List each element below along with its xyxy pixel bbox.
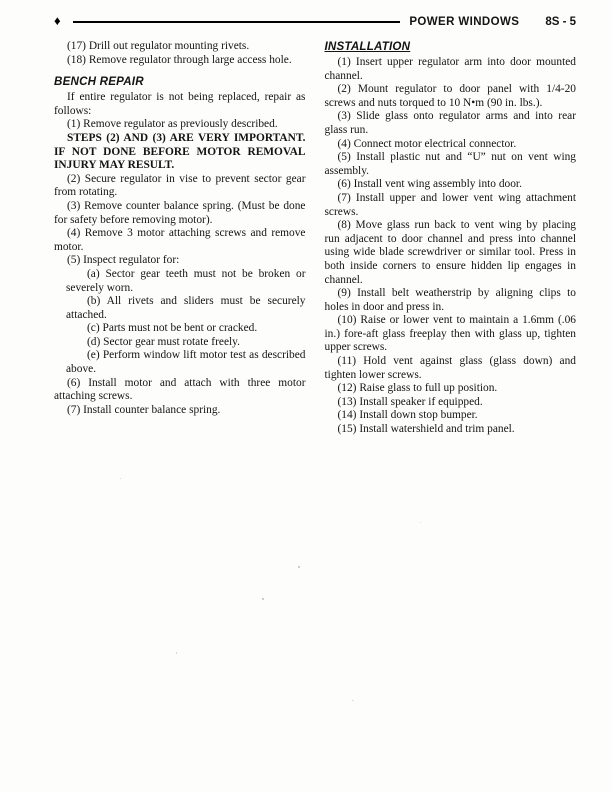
install-step-2: (2) Mount regulator to door panel with 1/4-20 screws and nuts torqued to 10 N•m (90 in. lbs.). — [324, 83, 576, 109]
page-number: 8S - 5 — [545, 15, 576, 28]
install-step-12: (12) Raise glass to full up position. — [337, 382, 498, 395]
page-header — [54, 15, 576, 28]
bench-step-5: (5) Inspect regulator for: — [67, 254, 180, 267]
diamond-icon: ♦ — [54, 13, 61, 28]
install-step-7: (7) Install upper and lower vent wing attachment screws. — [324, 191, 576, 218]
bench-step-2: (2) Secure regulator in vise to prevent sector gear from rotating. — [54, 172, 306, 199]
right-column — [325, 40, 577, 437]
step-17: (17) Drill out regulator mounting rivets. — [67, 40, 250, 52]
inspect-item-a: (a) Sector gear teeth must not be broken or severely worn. — [66, 267, 306, 294]
inspect-item-e: (e) Perform window lift motor test as described above. — [66, 349, 306, 376]
install-step-9: (9) Install belt weatherstrip by aligning clips to holes in door and press in. — [324, 287, 576, 313]
section-heading-bench-repair: BENCH REPAIR — [54, 75, 144, 89]
install-step-10: (10) Raise or lower vent to maintain a 1.6mm (.06 in.) fore-aft glass freeplay then with glass up, tighten upper screws. — [324, 314, 576, 354]
install-step-6: (6) Install vent wing assembly into door. — [337, 178, 522, 191]
step-18: (18) Remove regulator through large access hole. — [67, 53, 292, 66]
warning-paragraph: STEPS (2) AND (3) ARE VERY IMPORTANT. IF NOT DONE BEFORE MOTOR REMOVAL INJURY MAY RESULT. — [54, 131, 306, 172]
bench-step-3: (3) Remove counter balance spring. (Must be done for safety before removing motor). — [54, 199, 306, 226]
install-step-8: (8) Move glass run back to vent wing by placing run adjacent to door channel and press into channel using wide blade screwdriver or similar tool. Press in both inside corners to ensure hidden lip engages in channel. — [324, 219, 576, 286]
install-step-1: (1) Insert upper regulator arm into door mounted channel. — [324, 56, 576, 82]
install-step-3: (3) Slide glass onto regulator arms and into rear glass run. — [324, 110, 576, 136]
bench-step-7: (7) Install counter balance spring. — [67, 403, 221, 416]
install-step-13: (13) Install speaker if equipped. — [337, 395, 483, 408]
page-columns — [54, 40, 576, 437]
install-step-15: (15) Install watershield and trim panel. — [337, 423, 515, 436]
left-column — [54, 40, 306, 437]
bench-repair-intro: If entire regulator is not being replaced, repair as follows: — [54, 91, 306, 117]
inspect-item-c: (c) Parts must not be bent or cracked. — [87, 322, 258, 335]
page-title: POWER WINDOWS — [409, 15, 520, 28]
install-step-14: (14) Install down stop bumper. — [337, 409, 478, 422]
install-step-5: (5) Install plastic nut and “U” nut on vent wing assembly. — [324, 151, 576, 177]
bench-step-6: (6) Install motor and attach with three motor attaching screws. — [54, 376, 306, 403]
bench-step-4: (4) Remove 3 motor attaching screws and remove motor. — [54, 227, 306, 253]
header-rule — [73, 21, 401, 23]
section-heading-installation: INSTALLATION — [324, 40, 411, 53]
install-step-4: (4) Connect motor electrical connector. — [337, 137, 517, 150]
bench-step-1: (1) Remove regulator as previously described. — [67, 118, 278, 131]
inspect-item-b: (b) All rivets and sliders must be securely attached. — [66, 295, 306, 321]
inspect-item-d: (d) Sector gear must rotate freely. — [87, 335, 240, 348]
install-step-11: (11) Hold vent against glass (glass down) and tighten lower screws. — [324, 355, 576, 381]
